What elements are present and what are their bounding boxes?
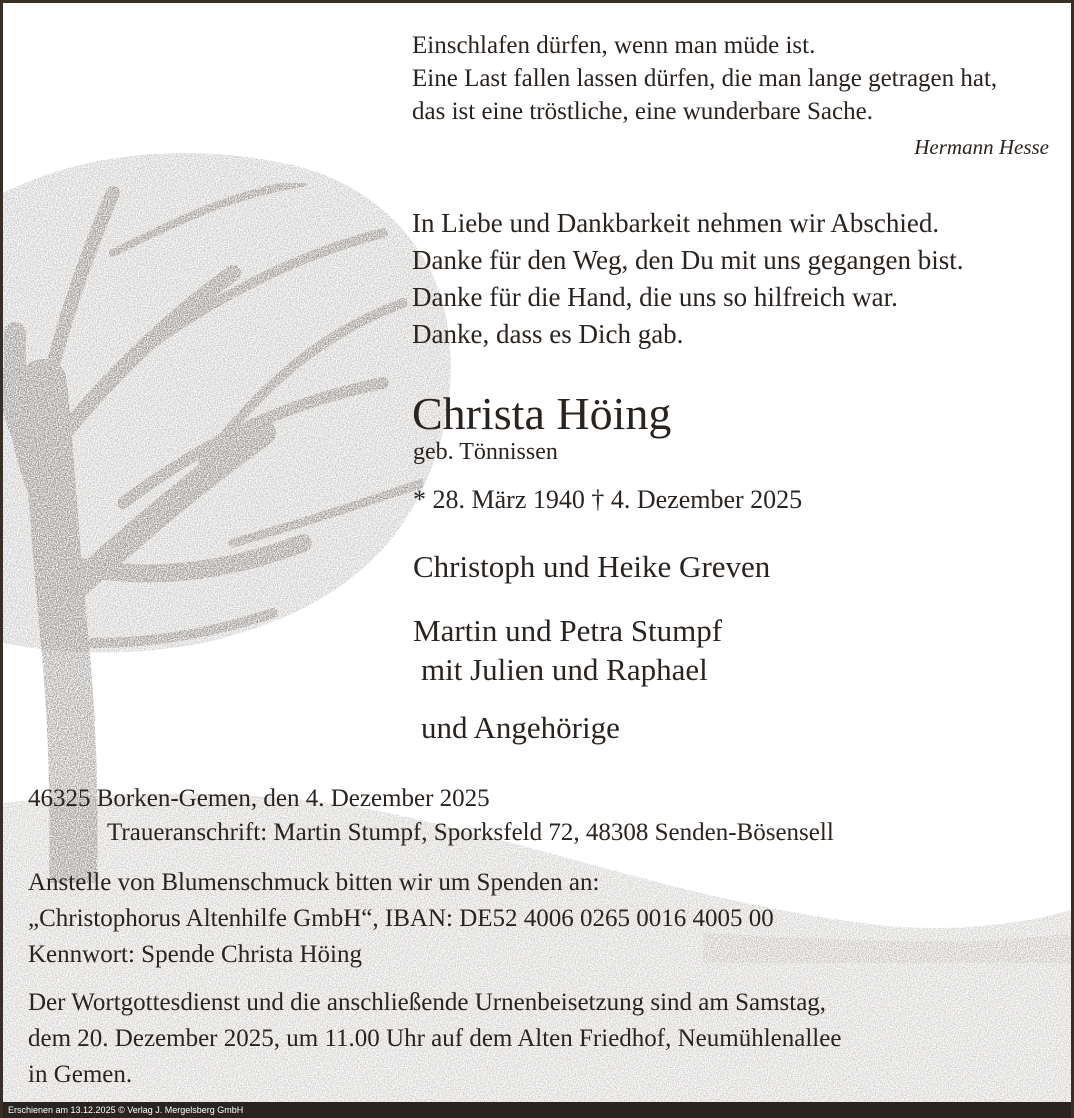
service-line: Der Wortgottesdienst und die anschließende Urnenbeisetzung sind am Samstag, [28,989,827,1016]
donation-line: Kennwort: Spende Christa Höing [28,941,362,968]
verse-line: Danke für den Weg, den Du mit uns gegangen bist. [412,245,964,275]
quote-author: Hermann Hesse [914,135,1049,159]
service-line: dem 20. Dezember 2025, um 11.00 Uhr auf dem Alten Friedhof, Neumühlenallee [28,1025,842,1052]
verse-line: In Liebe und Dankbarkeit nehmen wir Abschied. [412,208,940,238]
quote-line: Einschlafen dürfen, wenn man müde ist. [412,32,816,59]
donation-line: „Christophorus Altenhilfe GmbH“, IBAN: DE52 4006 0265 0016 4005 00 [28,905,774,932]
verse-line: Danke, dass es Dich gab. [412,319,684,349]
mourner-family-2-children: mit Julien und Raphael [421,652,708,687]
mourner-family-2: Martin und Petra Stumpf [413,613,723,648]
mourner-family-1: Christoph und Heike Greven [413,549,771,584]
quote-line: das ist eine tröstliche, eine wunderbare Sache. [412,98,873,125]
place-date: 46325 Borken-Gemen, den 4. Dezember 2025 [28,785,490,812]
verse-line: Danke für die Hand, die uns so hilfreich war. [412,282,898,312]
service-line: in Gemen. [28,1061,133,1088]
farewell-verse [412,205,963,353]
donation-line: Anstelle von Blumenschmuck bitten wir um Spenden an: [28,869,600,896]
publication-footer: Erschienen am 13.12.2025 © Verlag J. Mergelsberg GmbH [3,1102,1074,1118]
poem-quote [412,29,997,128]
mourning-address: Traueranschrift: Martin Stumpf, Sporksfeld 72, 48308 Senden-Bösensell [107,819,834,846]
deceased-name: Christa Höing [412,388,672,439]
tree-canopy-texture [3,153,451,652]
quote-line: Eine Last fallen lassen dürfen, die man lange getragen hat, [412,65,998,92]
life-dates: * 28. März 1940 † 4. Dezember 2025 [413,485,803,514]
donation-info [28,865,774,973]
service-info [28,985,841,1093]
birth-name: geb. Tönnissen [413,439,558,465]
mourner-others: und Angehörige [421,710,620,745]
